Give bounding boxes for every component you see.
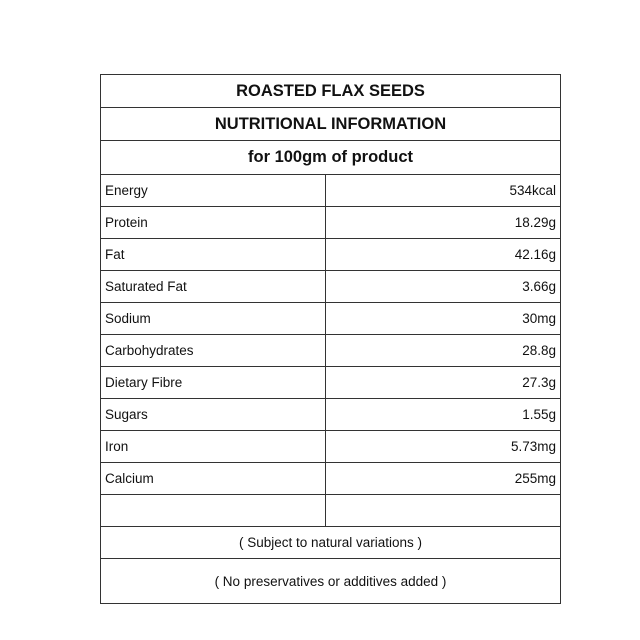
nutrient-value: 1.55g bbox=[326, 399, 561, 431]
nutrient-value: 534kcal bbox=[326, 175, 561, 207]
nutrient-row bbox=[101, 399, 561, 431]
nutrient-name: Protein bbox=[101, 207, 326, 239]
nutrient-row bbox=[101, 495, 561, 527]
nutrient-value bbox=[326, 495, 561, 527]
nutrient-name: Carbohydrates bbox=[101, 335, 326, 367]
preservatives-note-row bbox=[101, 559, 561, 604]
nutrient-row bbox=[101, 335, 561, 367]
nutrient-value: 5.73mg bbox=[326, 431, 561, 463]
nutrient-value: 28.8g bbox=[326, 335, 561, 367]
preservatives-note: ( No preservatives or additives added ) bbox=[101, 559, 561, 604]
nutrient-row bbox=[101, 175, 561, 207]
nutrient-row bbox=[101, 431, 561, 463]
nutrient-value: 3.66g bbox=[326, 271, 561, 303]
table-heading: NUTRITIONAL INFORMATION bbox=[101, 108, 561, 141]
nutrient-row bbox=[101, 367, 561, 399]
nutrient-name bbox=[101, 495, 326, 527]
nutrient-row bbox=[101, 463, 561, 495]
nutrient-name: Calcium bbox=[101, 463, 326, 495]
heading-row bbox=[101, 108, 561, 141]
nutrient-row bbox=[101, 271, 561, 303]
nutrient-name: Fat bbox=[101, 239, 326, 271]
nutrient-name: Sodium bbox=[101, 303, 326, 335]
nutrient-name: Dietary Fibre bbox=[101, 367, 326, 399]
basis-row bbox=[101, 141, 561, 175]
nutrient-name: Sugars bbox=[101, 399, 326, 431]
nutrient-row bbox=[101, 239, 561, 271]
nutrient-name: Energy bbox=[101, 175, 326, 207]
nutrient-value: 42.16g bbox=[326, 239, 561, 271]
nutrient-row bbox=[101, 207, 561, 239]
nutrient-row bbox=[101, 303, 561, 335]
nutrient-value: 30mg bbox=[326, 303, 561, 335]
product-name-row bbox=[101, 75, 561, 108]
nutrition-table bbox=[100, 74, 561, 604]
nutrient-value: 27.3g bbox=[326, 367, 561, 399]
nutrient-name: Iron bbox=[101, 431, 326, 463]
nutrient-name: Saturated Fat bbox=[101, 271, 326, 303]
variation-note-row bbox=[101, 527, 561, 559]
nutrient-value: 18.29g bbox=[326, 207, 561, 239]
serving-basis: for 100gm of product bbox=[101, 141, 561, 175]
product-name: ROASTED FLAX SEEDS bbox=[101, 75, 561, 108]
variation-note: ( Subject to natural variations ) bbox=[101, 527, 561, 559]
nutrient-value: 255mg bbox=[326, 463, 561, 495]
